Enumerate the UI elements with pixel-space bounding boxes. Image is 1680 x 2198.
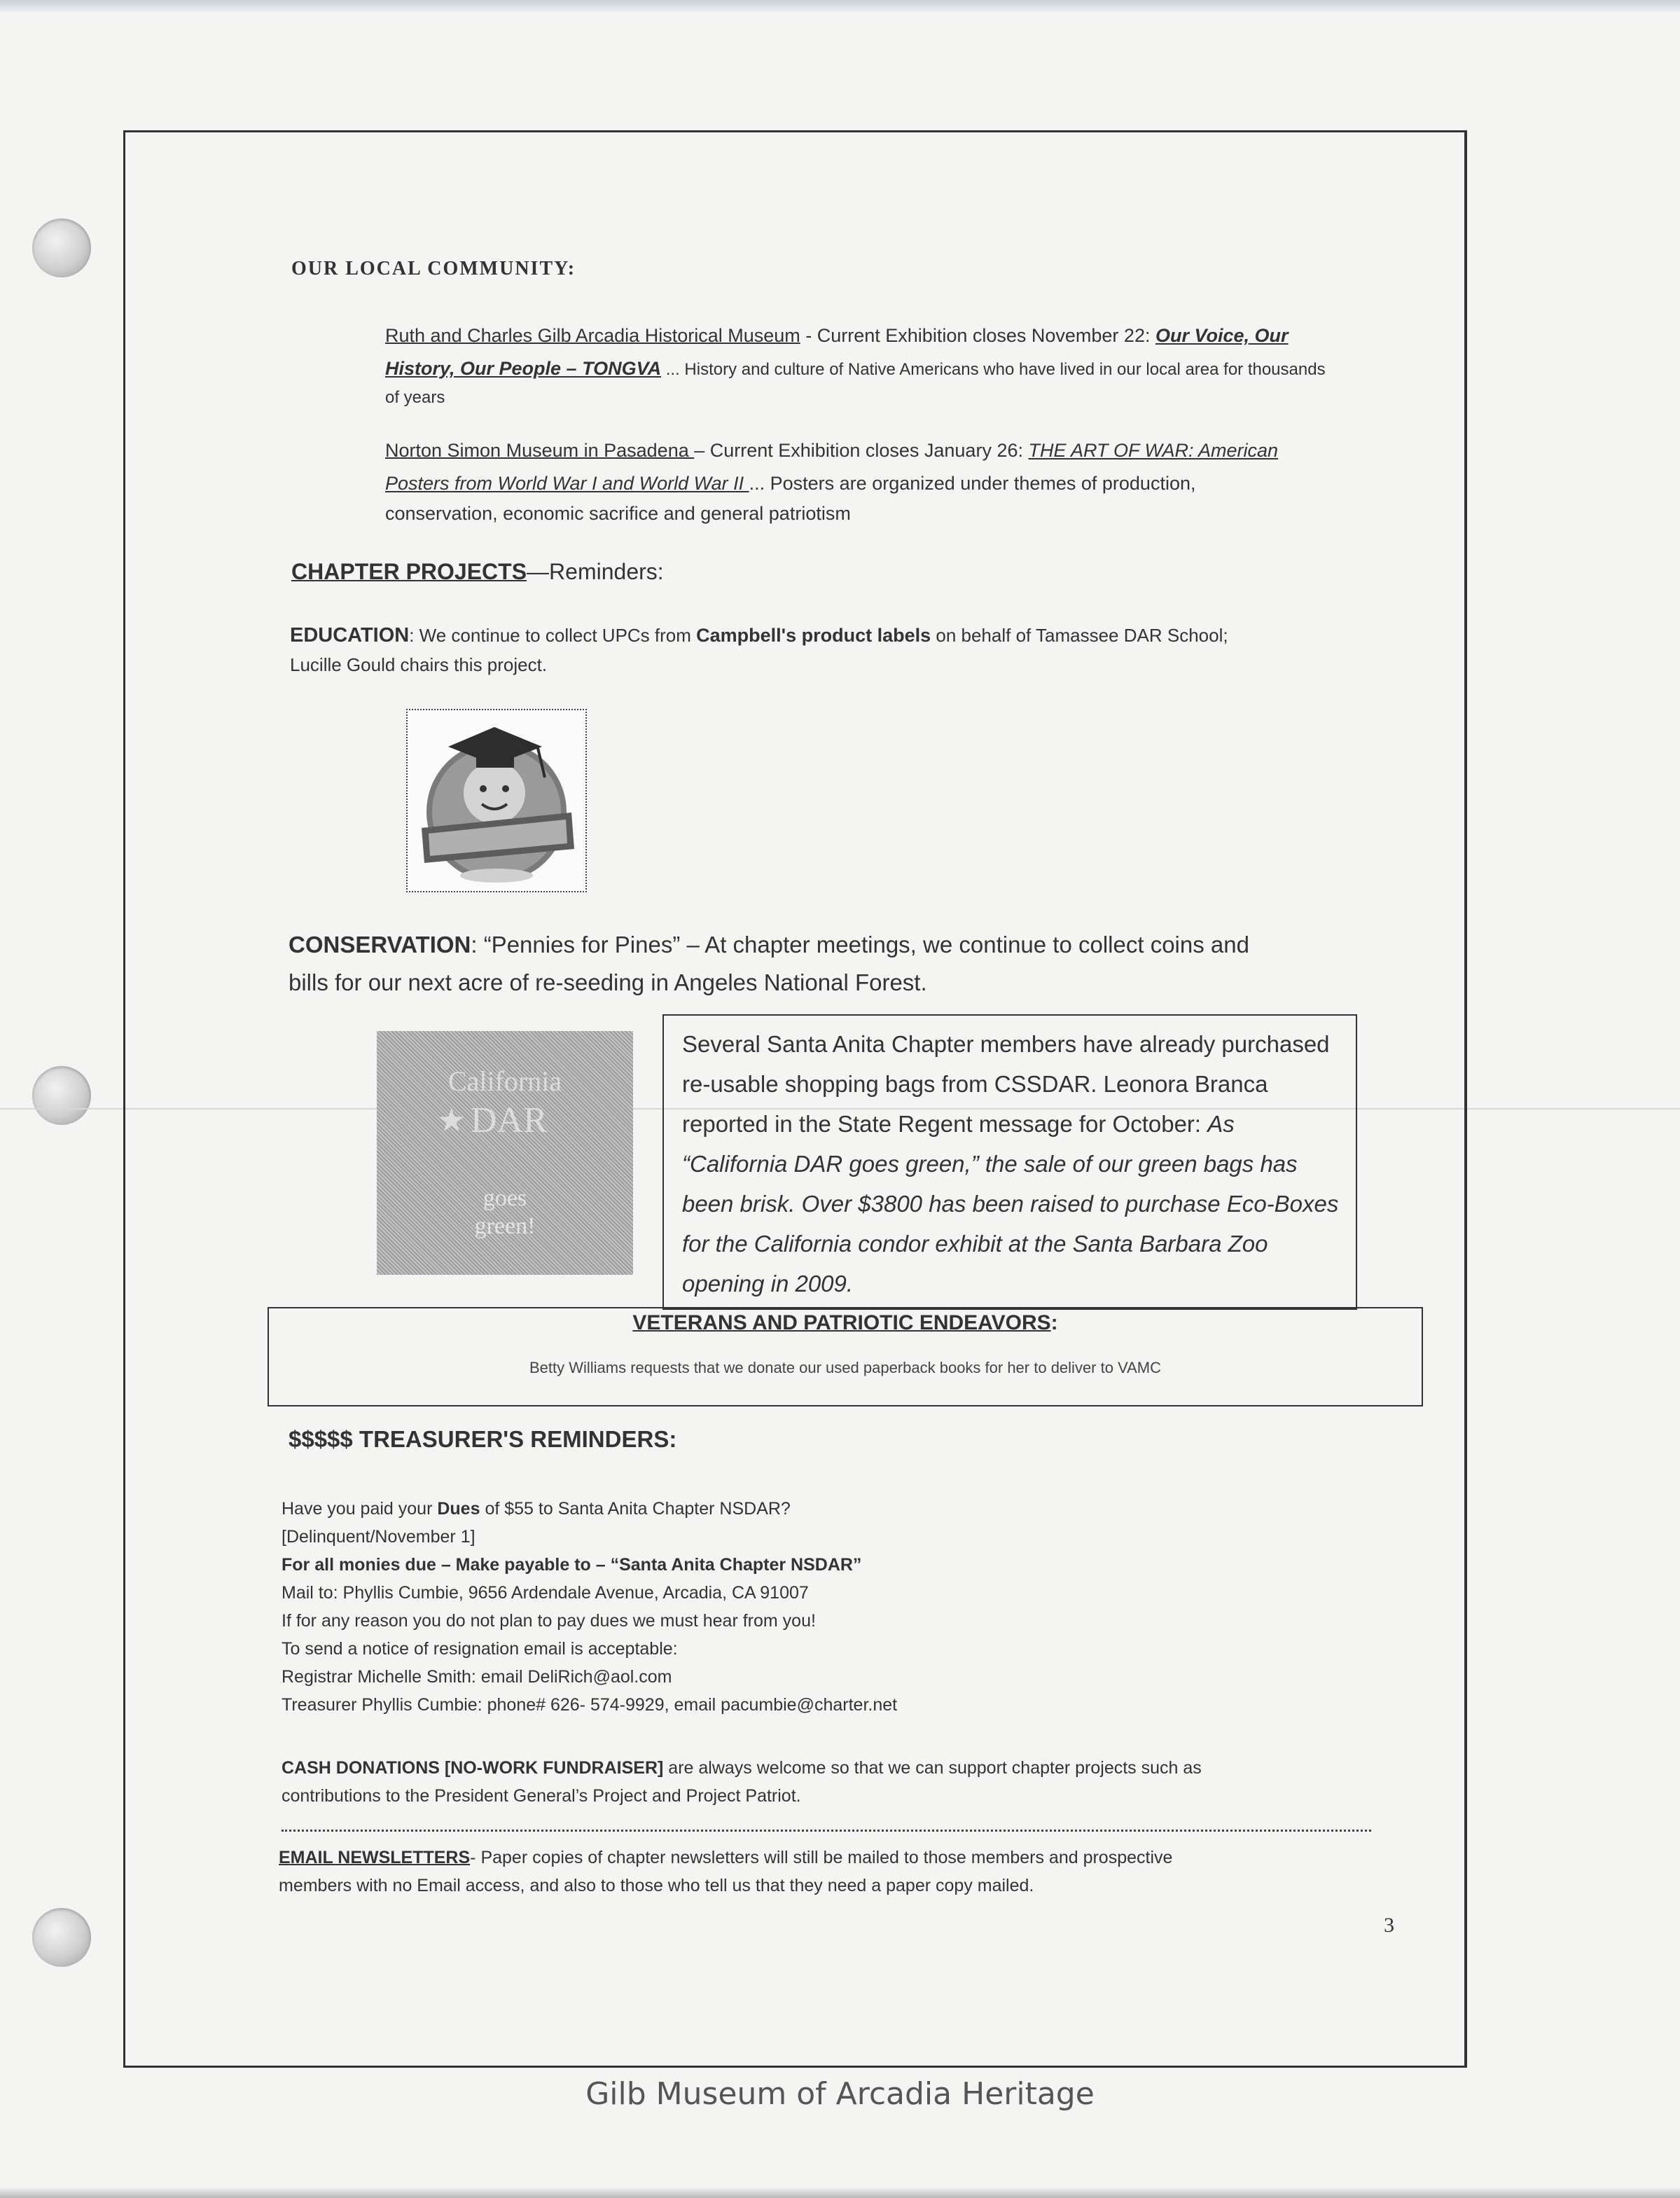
- punch-hole-bottom: [32, 1908, 91, 1967]
- norton-simon-link[interactable]: Norton Simon Museum in Pasadena: [385, 440, 695, 461]
- community-heading: OUR LOCAL COMMUNITY:: [291, 258, 576, 279]
- gilb-museum-link[interactable]: Ruth and Charles Gilb Arcadia Historical Museum: [385, 325, 800, 346]
- punch-hole-top: [32, 219, 91, 277]
- campbells-labels-logo: [406, 709, 587, 892]
- scan-top-edge: [0, 0, 1680, 13]
- cash-donations-paragraph: CASH DONATIONS [NO-WORK FUNDRAISER] are always welcome so that we can support chapter projects such as contributions to the President General’s Project and Project Patriot.: [282, 1758, 1202, 1806]
- chapter-projects-heading: CHAPTER PROJECTS—Reminders:: [291, 559, 664, 584]
- veterans-box: VETERANS AND PATRIOTIC ENDEAVORS: Betty Williams requests that we donate our used paperback books for her to deliver to VAMC: [268, 1307, 1423, 1406]
- treasurer-details: Have you paid your Dues of $55 to Santa Anita Chapter NSDAR? [Delinquent/November 1] For all monies due – Make payable to – “Santa Anita Chapter NSDAR” Mail to: Phyllis Cumbie, 9656 Ardendale Avenue, Arcadia, CA 91007 If for any reason you do not plan to pay dues we must hear from you! To send a notice of resignation email is acceptable: Registrar Michelle Smith: email DeliRich@aol.com Treasurer Phyllis Cumbie: phone# 626- 574-9929, email pacumbie@charter.net: [282, 1499, 898, 1715]
- treasurer-heading: $$$$$ TREASURER'S REMINDERS:: [289, 1426, 677, 1452]
- dotted-divider: [282, 1830, 1371, 1832]
- punch-hole-middle: [32, 1066, 91, 1125]
- community-item-norton-simon: Norton Simon Museum in Pasadena – Current Exhibition closes January 26: THE ART OF WAR: American Posters from World War I and World War II ... Posters are organized under themes of production, conservation, economic sacrifice and general patriotism: [385, 440, 1279, 524]
- email-newsletters-paragraph: EMAIL NEWSLETTERS- Paper copies of chapter newsletters will still be mailed to those members and prospective members with no Email access, and also to those who tell us that they need a paper copy mailed.: [279, 1848, 1173, 1895]
- education-paragraph: EDUCATION: We continue to collect UPCs from Campbell's product labels on behalf of Tamassee DAR School; Lucille Gould chairs this project.: [290, 624, 1228, 675]
- california-dar-goes-green-logo: California ★ DAR goes green!: [377, 1031, 633, 1275]
- campbells-kid-graduate-icon: [408, 710, 585, 891]
- scan-bottom-edge: [0, 2187, 1680, 2198]
- footer-caption: Gilb Museum of Arcadia Heritage: [585, 2076, 1095, 2112]
- page-number: 3: [1384, 1914, 1394, 1937]
- star-icon: ★: [437, 1102, 466, 1138]
- community-item-museum: Ruth and Charles Gilb Arcadia Historical Museum - Current Exhibition closes November 22: Our Voice, Our History, Our People – TONGVA ... History and culture of Native Americans who have lived in our local area for thousands of years: [385, 325, 1326, 407]
- conservation-paragraph: CONSERVATION: “Pennies for Pines” – At chapter meetings, we continue to collect coins and bills for our next acre of re-seeding in Angeles National Forest.: [289, 932, 1249, 995]
- green-bags-box: Several Santa Anita Chapter members have already purchased re-usable shopping bags from CSSDAR. Leonora Branca reported in the State Regent message for October: As “California DAR goes green,” the sale of our green bags has been brisk. Over $3800 has been raised to purchase Eco-Boxes for the California condor exhibit at the Santa Barbara Zoo opening in 2009.: [662, 1014, 1357, 1310]
